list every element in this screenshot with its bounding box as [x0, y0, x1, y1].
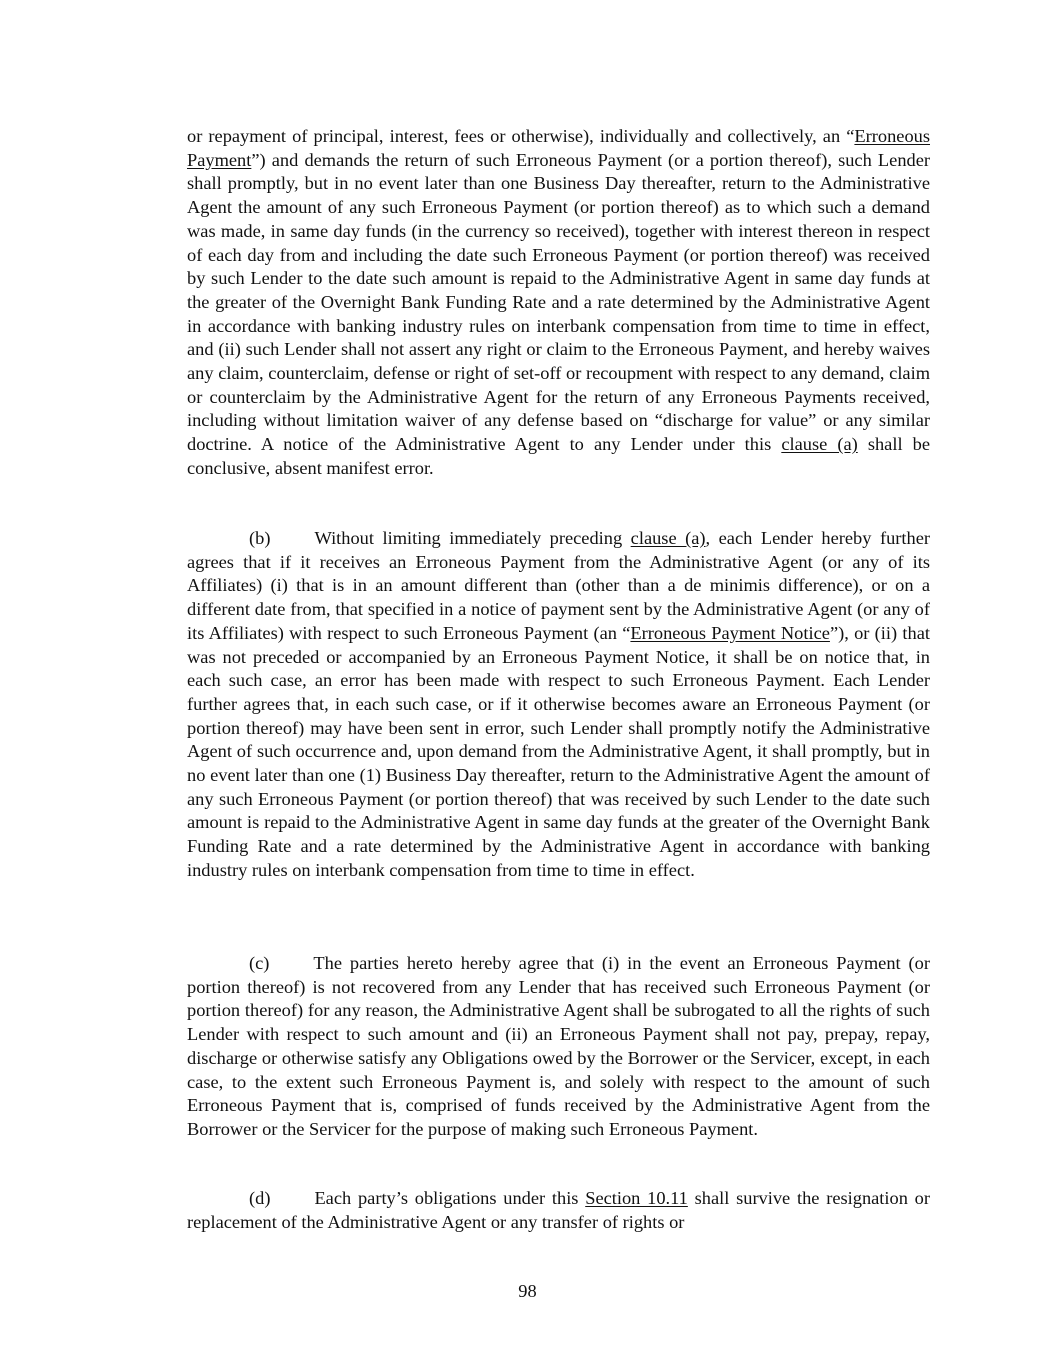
para-continuation-text-2: ”) and demands the return of such Erroneous Payment (or a portion thereof), such Lender shall promptly, but in no event later than one Business Day thereafter, return to the Administrative Agent the amount of any such Erroneous Payment (or portion thereof) as to which such a demand was made, in same day funds (in the currency so received), together with interest thereon in respect of each day from and including the date such Erroneous Payment (or portion thereof) was received by such Lender to the date such amount is repaid to the Administrative Agent in same day funds at the greater of the Overnight Bank Funding Rate and a rate determined by the Administrative Agent in accordance with banking industry rules on interbank compensation from time to time in effect, and (ii) such Lender shall not assert any right or claim to the Erroneous Payment, and hereby waives any claim, counterclaim, defense or right of set-off or recoupment with respect to any demand, claim or counterclaim by the Administrative Agent for the return of any Erroneous Payments received, including without limitation waiver of any defense based on “discharge for value” or any similar doctrine. A notice of the Administrative Agent to any Lender under this [187, 149, 930, 455]
defined-term-erroneous-payment-notice: Erroneous Payment Notice [630, 622, 830, 643]
clause-a-reference: clause (a) [630, 528, 706, 548]
paragraph-continuation [187, 125, 930, 481]
para-continuation-text-1: or repayment of principal, interest, fees or otherwise), individually and collectively, an “ [187, 126, 855, 146]
para-c-text: The parties hereto hereby agree that (i) in the event an Erroneous Payment (or portion thereof) is not recovered from any Lender that has received such Erroneous Payment (or portion thereof) for any reason, the Administrative Agent shall be subrogated to all the rights of such Lender with respect to such amount and (ii) an Erroneous Payment shall not pay, prepay, repay, discharge or otherwise satisfy any Obligations owed by the Borrower or the Servicer, except, in each case, to the extent such Erroneous Payment is, and solely with respect to the amount of such Erroneous Payment that is, comprised of funds received by the Administrative Agent from the Borrower or the Servicer for the purpose of making such Erroneous Payment. [187, 953, 930, 1139]
para-c-label: (c) [249, 953, 270, 973]
paragraph-d [187, 1187, 930, 1234]
page-number: 98 [518, 1281, 537, 1301]
para-b-text-1: Without limiting immediately preceding [314, 528, 631, 548]
paragraph-c [187, 952, 930, 1142]
section-reference: Section 10.11 [585, 1188, 688, 1208]
defined-term-erroneous-payment: Erroneous Payment [187, 126, 930, 170]
para-b-label: (b) [249, 528, 271, 548]
para-d-text-2: shall survive the resignation or replacement of the Administrative Agent or any transfer of rights or [187, 1188, 930, 1232]
para-d-label: (d) [249, 1188, 271, 1208]
paragraph-b [187, 527, 930, 883]
para-b-text-2: , each Lender hereby further agrees that if it receives an Erroneous Payment from the Administrative Agent (or any of its Affiliates) (i) that is in an amount different than (other than a de minimis difference), or on a different date from, that specified in a notice of payment sent by the Administrative Agent (or any of its Affiliates) with respect to such Erroneous Payment (an “ [187, 528, 930, 643]
para-continuation-text-3: shall be conclusive, absent manifest error. [187, 434, 930, 478]
para-d-text-1: Each party’s obligations under this [314, 1188, 586, 1208]
para-b-text-3: ”), or (ii) that was not preceded or accompanied by an Erroneous Payment Notice, it shall be on notice that, in each such case, an error has been made with respect to such Erroneous Payment. Each Lender further agrees that, in each such case, or if it otherwise becomes aware an Erroneous Payment (or portion thereof) may have been sent in error, such Lender shall promptly notify the Administrative Agent of such occurrence and, upon demand from the Administrative Agent, it shall promptly, but in no event later than one (1) Business Day thereafter, return to the Administrative Agent the amount of any such Erroneous Payment (or portion thereof) that was received by such Lender to the date such amount is repaid to the Administrative Agent in same day funds at the greater of the Overnight Bank Funding Rate and a rate determined by the Administrative Agent in accordance with banking industry rules on interbank compensation from time to time in effect. [187, 622, 930, 880]
clause-a-reference: clause (a) [781, 434, 858, 455]
